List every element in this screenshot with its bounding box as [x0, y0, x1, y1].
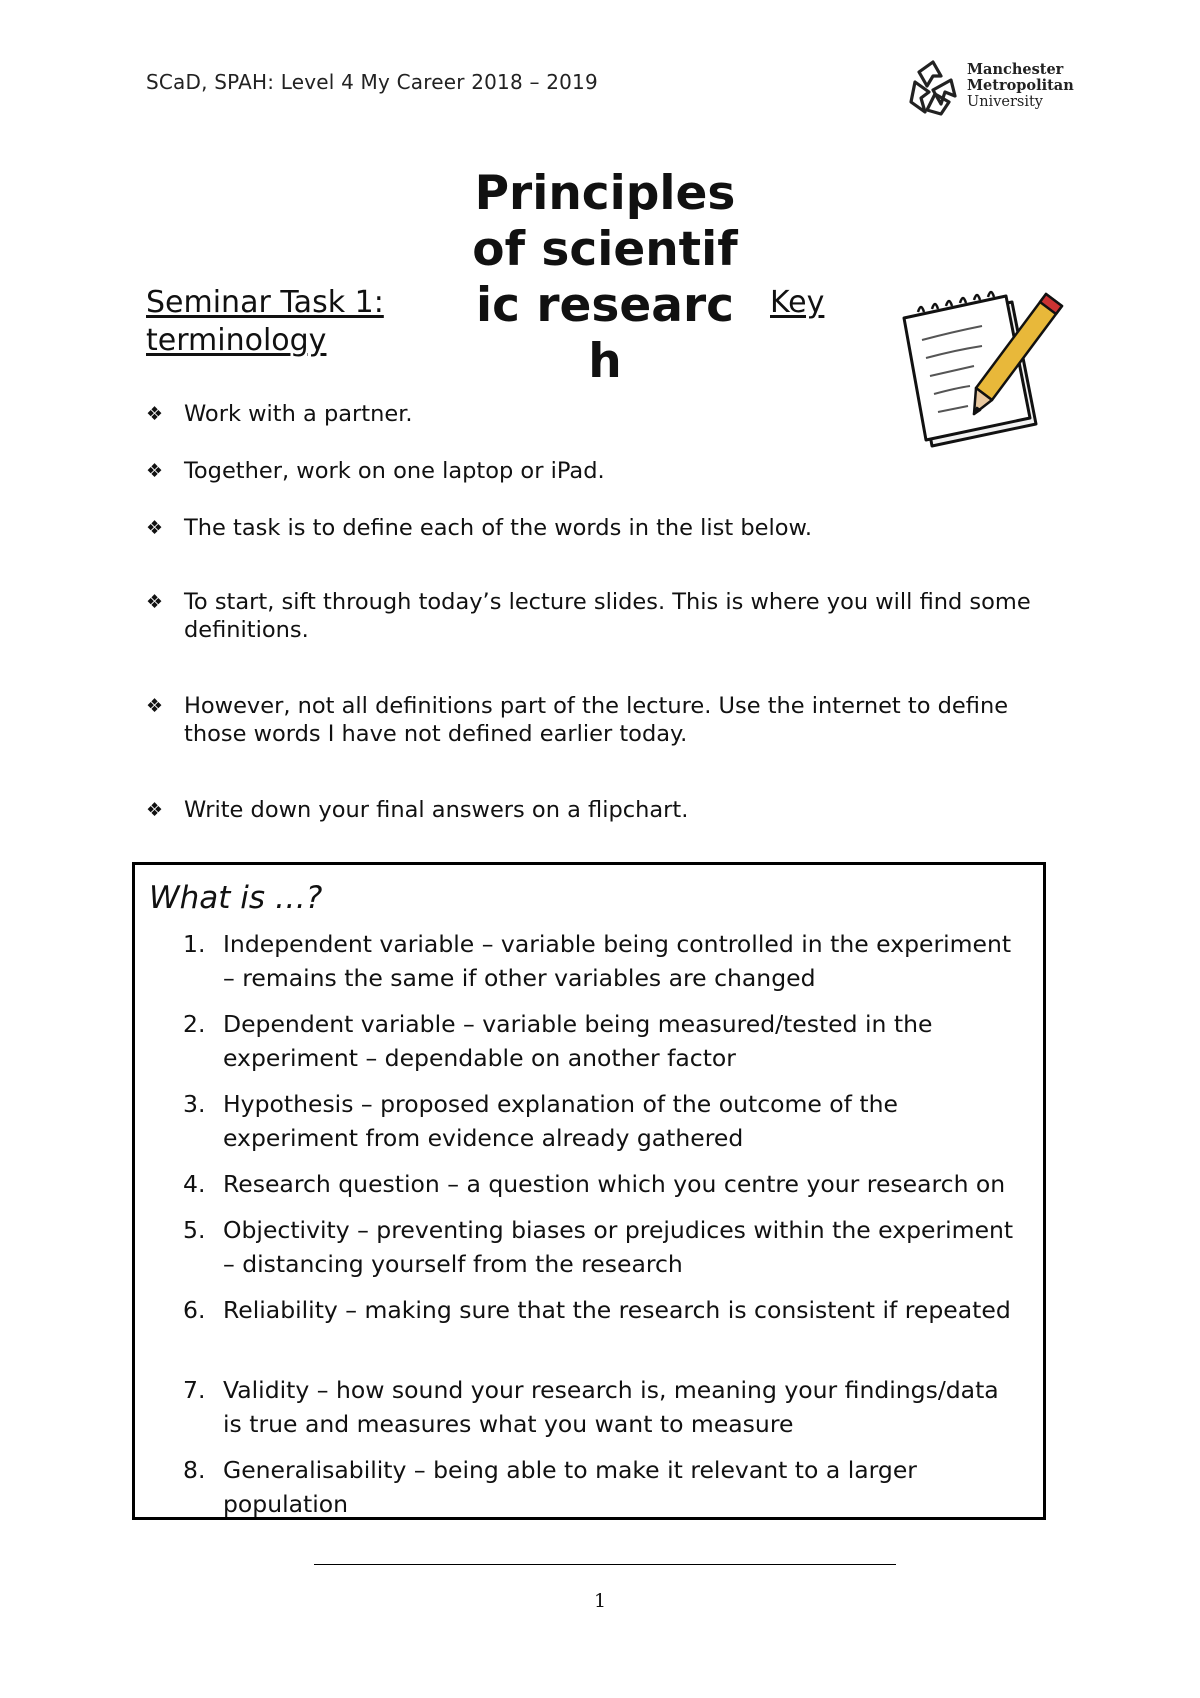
definitions-box [132, 862, 1046, 1520]
definition-item: 5. Objectivity – preventing biases or prejudices within the experiment – distancing yourself from the research [183, 1216, 1014, 1278]
university-logo [905, 58, 1075, 120]
definition-item: 4. Research question – a question which you centre your research on [183, 1170, 1006, 1198]
bullet-diamond-icon: ❖ [146, 799, 164, 821]
definition-item: 6. Reliability – making sure that the research is consistent if repeated [183, 1296, 1011, 1324]
bullet-diamond-icon: ❖ [146, 695, 164, 717]
definition-item: 8. Generalisability – being able to make it relevant to a larger population [183, 1456, 917, 1518]
definition-item: 1. Independent variable – variable being controlled in the experiment – remains the same if other variables are changed [183, 930, 1012, 992]
key-label: Key [770, 285, 825, 320]
instruction-item: ❖ However, not all definitions part of the lecture. Use the internet to define those words I have not defined earlier today. [146, 693, 1009, 747]
instruction-item: ❖ To start, sift through today’s lecture slides. This is where you will find some definitions. [146, 589, 1031, 643]
bullet-diamond-icon: ❖ [146, 403, 164, 425]
seminar-task-line2: terminology [146, 323, 327, 358]
logo-emblem-icon [905, 58, 961, 118]
page-number: 1 [593, 1590, 607, 1612]
bullet-diamond-icon: ❖ [146, 460, 164, 482]
logo-wordmark: Manchester Metropolitan University [967, 61, 1074, 110]
definition-item: 7. Validity – how sound your research is, meaning your findings/data is true and measures what you want to measure [183, 1376, 999, 1438]
instruction-item: ❖ The task is to define each of the words in the list below. [146, 515, 813, 541]
page-title: Principles of scientific research [472, 166, 738, 389]
bullet-diamond-icon: ❖ [146, 517, 164, 539]
footer-divider [314, 1564, 896, 1565]
course-header: SCaD, SPAH: Level 4 My Career 2018 – 2019 [146, 70, 598, 94]
instruction-item: ❖ Write down your final answers on a flipchart. [146, 797, 689, 823]
definition-item: 2. Dependent variable – variable being measured/tested in the experiment – dependable on another factor [183, 1010, 933, 1072]
seminar-task-heading [146, 284, 384, 360]
definitions-box-title: What is …? [149, 880, 323, 916]
bullet-diamond-icon: ❖ [146, 591, 164, 613]
instruction-item: ❖ Together, work on one laptop or iPad. [146, 458, 605, 484]
notepad-pencil-icon [896, 288, 1068, 454]
definition-item: 3. Hypothesis – proposed explanation of the outcome of the experiment from evidence already gathered [183, 1090, 898, 1152]
instruction-item: ❖ Work with a partner. [146, 401, 413, 427]
seminar-task-line1: Seminar Task 1: [146, 285, 384, 320]
